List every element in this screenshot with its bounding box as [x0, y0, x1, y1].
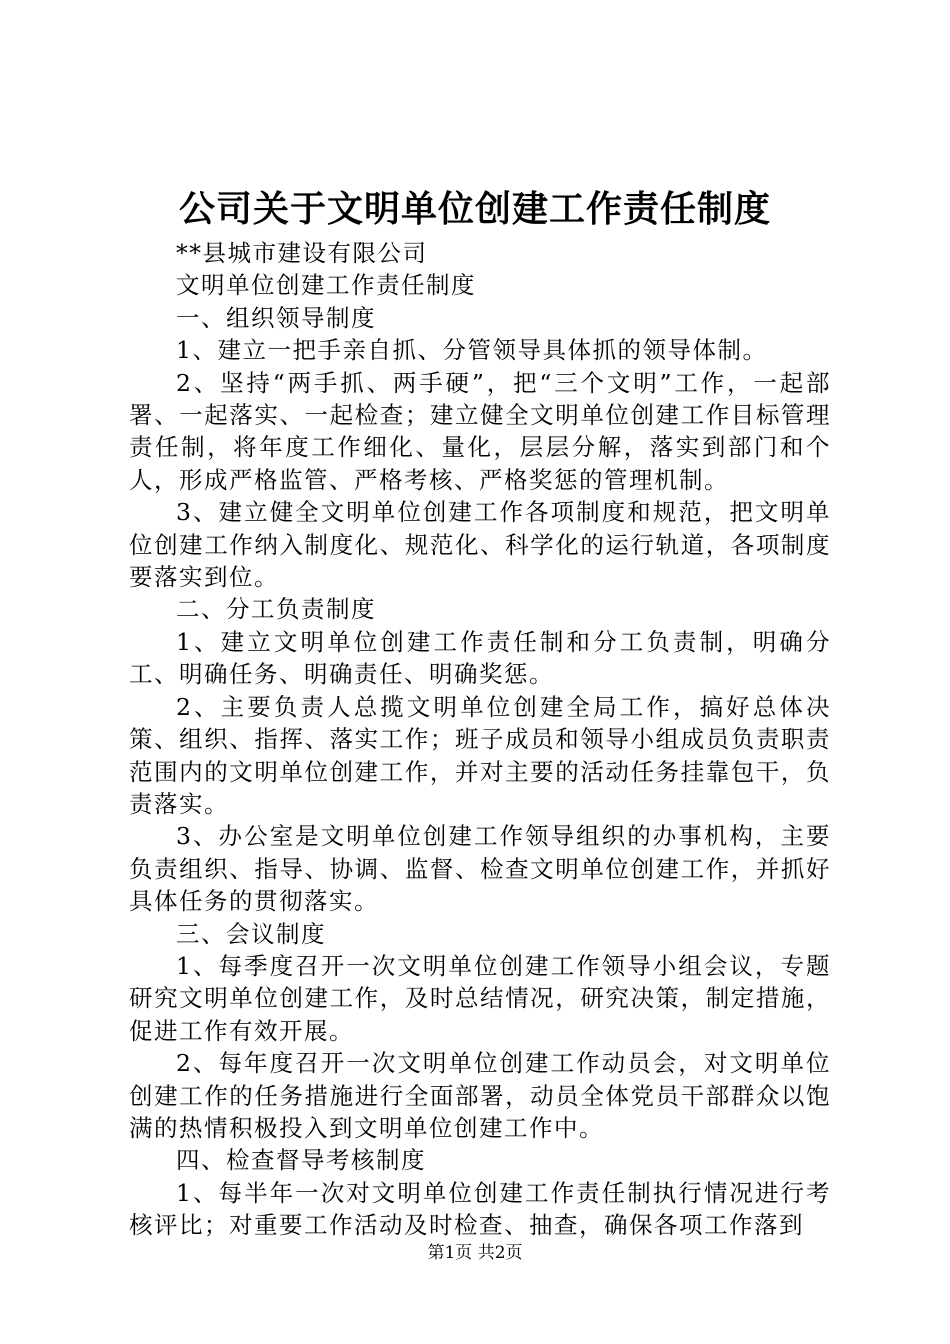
paragraph: 2、主要负责人总揽文明单位创建全局工作，搞好总体决策、组织、指挥、落实工作；班子成员和领导小组成员负责职责范围内的文明单位创建工作，并对主要的活动任务挂靠包干，负责落实。 — [129, 692, 831, 818]
section-heading: 一、组织领导制度 — [176, 303, 376, 332]
paragraph: 2、坚持“两手抓、两手硬”，把“三个文明”工作，一起部署、一起落实、一起检查；建立健全文明单位创建工作目标管理责任制，将年度工作细化、量化，层层分解，落实到部门和个人，形成严格监管、严格考核、严格奖惩的管理机制。 — [129, 368, 831, 494]
document-title: 公司关于文明单位创建工作责任制度 — [178, 188, 771, 230]
paragraph: 3、办公室是文明单位创建工作领导组织的办事机构，主要负责组织、指导、协调、监督、检查文明单位创建工作，并抓好具体任务的贯彻落实。 — [129, 822, 831, 916]
section-heading: 二、分工负责制度 — [176, 595, 376, 624]
paragraph: 1、每半年一次对文明单位创建工作责任制执行情况进行考核评比；对重要工作活动及时检查、抽查，确保各项工作落到 — [129, 1178, 831, 1240]
paragraph: 1、每季度召开一次文明单位创建工作领导小组会议，专题研究文明单位创建工作，及时总结情况，研究决策，制定措施，促进工作有效开展。 — [129, 951, 831, 1045]
company-name: **县城市建设有限公司 — [176, 239, 428, 267]
section-heading: 四、检查督导考核制度 — [176, 1146, 426, 1175]
paragraph: 3、建立健全文明单位创建工作各项制度和规范，把文明单位创建工作纳入制度化、规范化、科学化的运行轨道，各项制度要落实到位。 — [129, 498, 831, 592]
document-body — [129, 237, 831, 1242]
paragraph: 1、建立一把手亲自抓、分管领导具体抓的领导体制。 — [176, 336, 768, 365]
subtitle: 文明单位创建工作责任制度 — [176, 271, 476, 300]
paragraph: 2、每年度召开一次文明单位创建工作动员会，对文明单位创建工作的任务措施进行全面部署，动员全体党员干部群众以饱满的热情积极投入到文明单位创建工作中。 — [129, 1049, 831, 1142]
section-heading: 三、会议制度 — [176, 919, 326, 948]
paragraph: 1、建立文明单位创建工作责任制和分工负责制，明确分工、明确任务、明确责任、明确奖惩。 — [129, 627, 831, 689]
page-footer: 第1页 共2页 — [427, 1243, 523, 1263]
